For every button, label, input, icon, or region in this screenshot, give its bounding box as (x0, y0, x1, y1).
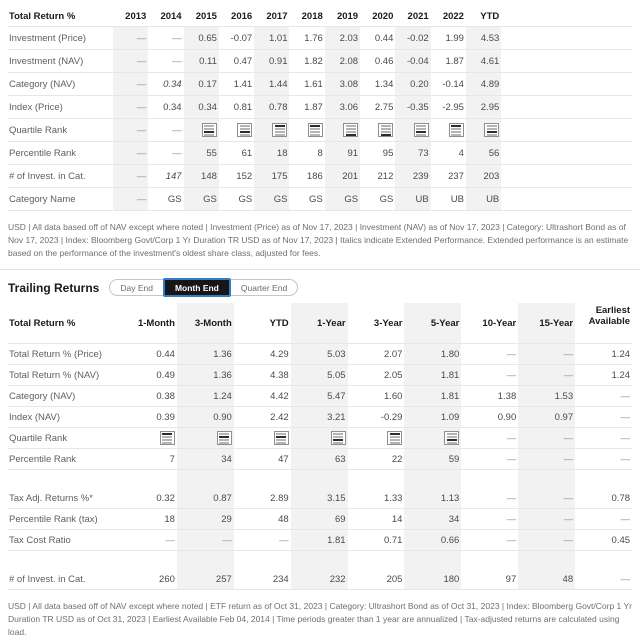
cell: 152 (236, 170, 253, 182)
cell: 1.24 (177, 386, 234, 406)
quartile-rank-icon (444, 431, 459, 445)
cell: 0.47 (233, 55, 253, 67)
cell: -0.14 (442, 78, 464, 90)
quartile-rank-icon (202, 123, 217, 137)
cell: 0.11 (184, 50, 219, 72)
annual-returns-table (8, 6, 632, 211)
cell: -0.07 (230, 32, 253, 44)
cell: — (620, 432, 631, 444)
cell: 0.90 (497, 411, 517, 423)
cell: 34 (404, 509, 461, 529)
cell: UB (395, 188, 430, 210)
cell: 1.60 (383, 390, 403, 402)
row-label: Tax Cost Ratio (9, 534, 71, 546)
cell: GS (325, 188, 360, 210)
cell: GS (309, 193, 323, 205)
cell: 0.34 (163, 101, 182, 113)
column-header: YTD (480, 10, 500, 22)
cell: 175 (254, 165, 289, 187)
cell: 34 (177, 449, 234, 469)
table-row (8, 119, 632, 142)
cell: — (620, 390, 631, 402)
cell: 4.42 (270, 390, 289, 402)
cell: 0.46 (374, 55, 394, 67)
cell: 5.05 (291, 365, 348, 385)
cell: — (518, 488, 575, 508)
period-end-toggle (109, 279, 298, 296)
cell: -0.29 (380, 411, 403, 423)
cell: 1.01 (254, 27, 289, 49)
cell (184, 119, 219, 141)
cell: UB (466, 188, 501, 210)
cell: — (113, 188, 148, 210)
row-label: Category (NAV) (9, 390, 76, 402)
cell: 5.47 (291, 386, 348, 406)
cell: 1.80 (404, 344, 461, 364)
column-header: 2013 (125, 10, 147, 22)
column-header: 2018 (301, 10, 323, 22)
cell: 2.75 (374, 101, 394, 113)
toggle-quarter-end[interactable]: Quarter End (231, 279, 297, 296)
cell: — (518, 449, 575, 469)
cell: 69 (291, 509, 348, 529)
cell: 61 (241, 147, 253, 159)
row-label: Percentile Rank (9, 453, 77, 465)
cell: — (518, 365, 575, 385)
cell: 260 (159, 573, 175, 585)
annual-returns-section (8, 6, 632, 259)
table-row (8, 50, 632, 73)
cell: 0.49 (156, 369, 175, 381)
row-label: # of Invest. in Cat. (9, 170, 86, 182)
cell: 0.44 (374, 32, 394, 44)
cell: 7 (169, 453, 175, 465)
cell: 0.78 (254, 96, 289, 118)
cell: — (172, 32, 182, 44)
quartile-rank-icon (387, 431, 402, 445)
row-label: Quartile Rank (9, 432, 68, 444)
trailing-returns-section (8, 279, 632, 638)
row-label: Investment (NAV) (9, 55, 84, 67)
cell: 63 (291, 449, 348, 469)
cell: — (172, 124, 182, 136)
spacer-row (8, 551, 632, 569)
quartile-rank-icon (331, 431, 346, 445)
cell: 2.07 (383, 348, 403, 360)
cell: 3.06 (325, 96, 360, 118)
cell: 1.33 (383, 492, 403, 504)
cell (431, 119, 466, 141)
cell: 1.53 (518, 386, 575, 406)
cell: 97 (505, 573, 517, 585)
cell: — (518, 509, 575, 529)
cell (177, 428, 234, 448)
cell: 47 (278, 453, 289, 465)
cell: — (113, 96, 148, 118)
row-label: Tax Adj. Returns %* (9, 492, 93, 504)
cell: -0.02 (395, 27, 430, 49)
cell: 2.05 (383, 369, 403, 381)
toggle-day-end[interactable]: Day End (110, 279, 163, 296)
cell: 239 (395, 165, 430, 187)
cell (466, 119, 501, 141)
cell: — (172, 147, 182, 159)
row-label: Total Return % (NAV) (9, 369, 100, 381)
spacer-row (8, 470, 632, 488)
cell: 4.53 (466, 27, 501, 49)
column-header: 2015 (195, 10, 217, 22)
table-row (8, 344, 632, 365)
cell: 1.36 (177, 365, 234, 385)
cell: 2.89 (270, 492, 289, 504)
cell: — (518, 428, 575, 448)
cell: GS (379, 193, 394, 205)
cell: — (506, 534, 517, 546)
cell: — (506, 492, 517, 504)
column-header: 5-Year (404, 303, 461, 343)
row-label: Quartile Rank (9, 124, 68, 136)
cell: — (172, 55, 182, 67)
cell (348, 428, 405, 448)
cell: 0.38 (156, 390, 175, 402)
row-label: Total Return % (Price) (9, 348, 102, 360)
cell: 0.87 (177, 488, 234, 508)
quartile-rank-icon (237, 123, 252, 137)
table-row (8, 27, 632, 50)
cell: 59 (404, 449, 461, 469)
row-label: Index (Price) (9, 101, 63, 113)
row-label: Percentile Rank (tax) (9, 513, 98, 525)
column-header: 2019 (336, 10, 359, 22)
cell: 1.81 (291, 530, 348, 550)
cell: 0.32 (156, 492, 175, 504)
cell: -0.35 (395, 96, 430, 118)
cell: 0.97 (518, 407, 575, 427)
cell: 1.82 (304, 55, 323, 67)
cell: 1.87 (304, 101, 323, 113)
cell: — (506, 369, 517, 381)
cell: 257 (177, 569, 234, 589)
cell: 48 (518, 569, 575, 589)
cell: 0.91 (254, 50, 289, 72)
cell (325, 119, 360, 141)
cell: 95 (382, 147, 394, 159)
cell (234, 428, 291, 448)
toggle-month-end[interactable]: Month End (163, 278, 231, 297)
trailing-returns-header (8, 279, 632, 296)
table-row (8, 509, 632, 530)
cell: 18 (164, 513, 175, 525)
cell: 1.41 (233, 78, 253, 90)
cell: 0.17 (184, 73, 219, 95)
table-row (8, 530, 632, 551)
cell: 1.87 (445, 55, 464, 67)
cell: 91 (325, 142, 360, 164)
column-header: 3-Month (177, 303, 234, 343)
cell: — (506, 453, 517, 465)
quartile-rank-icon (343, 123, 358, 137)
cell: GS (167, 193, 182, 205)
cell: 0.34 (184, 96, 219, 118)
table-title: Total Return % (9, 317, 76, 329)
cell: 4.38 (270, 369, 289, 381)
cell: — (113, 73, 148, 95)
cell: 1.81 (404, 386, 461, 406)
trailing-footnote: USD | All data based off of NAV except where noted | ETF return as of Oct 31, 2023 | Category: Ultrashort Bond as of Oct 31, 2023 | Index: Bloomberg Govt/Corp 1 Yr Duration TR USD as of Oct 31, 2023 | Earliest Available Feb 04, 2014 | Time periods greater than 1 year are annualized | Tax-adjusted returns are calculated using load. (8, 601, 632, 637)
cell: 73 (395, 142, 430, 164)
row-label: Category (NAV) (9, 78, 76, 90)
table-row (8, 407, 632, 428)
cell: 237 (448, 170, 464, 182)
cell: 212 (377, 170, 394, 182)
cell: 0.90 (177, 407, 234, 427)
cell: 1.09 (404, 407, 461, 427)
cell: 4.29 (270, 348, 289, 360)
table-row (8, 449, 632, 470)
cell: — (113, 165, 148, 187)
cell: — (165, 534, 175, 546)
trailing-returns-title: Trailing Returns (8, 280, 100, 295)
cell: 55 (184, 142, 219, 164)
cell: 0.39 (156, 411, 175, 423)
column-header: Earliest Available (588, 305, 631, 328)
column-header: 2021 (407, 10, 429, 22)
cell: 1.99 (445, 32, 464, 44)
table-row (8, 188, 632, 211)
quartile-rank-icon (414, 123, 429, 137)
cell: 2.08 (325, 50, 360, 72)
trailing-returns-table (8, 303, 632, 590)
cell: 0.78 (611, 492, 631, 504)
cell: 18 (254, 142, 289, 164)
cell: — (506, 432, 517, 444)
column-header: 15-Year (518, 303, 575, 343)
cell: 2.95 (466, 96, 501, 118)
column-header: 2014 (160, 10, 182, 22)
cell: 186 (306, 170, 323, 182)
quartile-rank-icon (449, 123, 464, 137)
cell (254, 119, 289, 141)
cell (404, 428, 461, 448)
cell: — (506, 348, 517, 360)
cell: GS (238, 193, 253, 205)
cell: 1.76 (304, 32, 323, 44)
cell: 22 (391, 453, 403, 465)
quartile-rank-icon (308, 123, 323, 137)
cell: 147 (165, 170, 182, 182)
row-label: # of Invest. in Cat. (9, 573, 86, 585)
cell: 1.24 (611, 348, 631, 360)
cell: 1.13 (404, 488, 461, 508)
table-row (8, 96, 632, 119)
cell: 3.15 (291, 488, 348, 508)
row-label: Percentile Rank (9, 147, 77, 159)
cell: — (620, 453, 631, 465)
table-row (8, 142, 632, 165)
cell: 4.61 (466, 50, 501, 72)
cell: 3.08 (325, 73, 360, 95)
table-title: Total Return % (9, 10, 76, 22)
cell: 1.24 (611, 369, 631, 381)
cell: 1.34 (374, 78, 394, 90)
cell (120, 428, 177, 448)
quartile-rank-icon (378, 123, 393, 137)
column-header: 10-Year (482, 317, 517, 329)
table-row (8, 73, 632, 96)
column-header: YTD (269, 317, 289, 329)
cell (289, 119, 324, 141)
column-header: 2016 (231, 10, 253, 22)
cell: -0.04 (395, 50, 430, 72)
quartile-rank-icon (484, 123, 499, 137)
cell: — (518, 344, 575, 364)
cell: GS (254, 188, 289, 210)
column-header: 1-Year (291, 303, 348, 343)
cell (291, 428, 348, 448)
cell: 0.71 (383, 534, 403, 546)
cell: 1.38 (497, 390, 517, 402)
table-header-row (8, 6, 632, 27)
column-header: 1-Month (137, 317, 175, 329)
table-row (8, 569, 632, 590)
cell: 201 (325, 165, 360, 187)
quartile-rank-icon (272, 123, 287, 137)
row-label: Index (NAV) (9, 411, 61, 423)
cell: 232 (291, 569, 348, 589)
cell (360, 119, 395, 141)
table-row (8, 488, 632, 509)
cell: 0.65 (184, 27, 219, 49)
cell: 205 (386, 573, 403, 585)
column-header: 2020 (372, 10, 394, 22)
cell: 0.66 (404, 530, 461, 550)
cell: 5.03 (291, 344, 348, 364)
cell: 8 (317, 147, 323, 159)
cell: 203 (466, 165, 501, 187)
column-header: 3-Year (373, 317, 403, 329)
cell: 0.34 (163, 78, 182, 90)
cell: 0.45 (611, 534, 631, 546)
table-header-row (8, 303, 632, 344)
cell: 1.44 (254, 73, 289, 95)
cell: 29 (177, 509, 234, 529)
cell: — (113, 27, 148, 49)
cell: — (113, 119, 148, 141)
row-label: Category Name (9, 193, 76, 205)
cell (219, 119, 254, 141)
cell: 48 (278, 513, 289, 525)
cell: 56 (466, 142, 501, 164)
cell: 4 (458, 147, 464, 159)
cell: 148 (184, 165, 219, 187)
row-label: Investment (Price) (9, 32, 87, 44)
cell: 2.03 (325, 27, 360, 49)
quartile-rank-icon (160, 431, 175, 445)
cell: — (620, 411, 631, 423)
table-row (8, 165, 632, 188)
annual-footnote: USD | All data based off of NAV except where noted | Investment (Price) as of Nov 17, 2023 | Investment (NAV) as of Nov 17, 2023 | Category: Ultrashort Bond as of Nov 17, 2023 | Index: Bloomberg Govt/Corp 1 Yr Duration TR USD as of Nov 17, 2023 | Italics indicate Extended Performance. Extended performance is an estimate based on the performance of the investment's oldest share class, adjusted for fees. (8, 222, 629, 258)
cell: — (620, 573, 631, 585)
cell: 1.81 (404, 365, 461, 385)
cell: 1.61 (304, 78, 323, 90)
cell: — (279, 534, 289, 546)
cell: 14 (391, 513, 403, 525)
cell: — (518, 530, 575, 550)
cell: 0.81 (233, 101, 253, 113)
table-row (8, 386, 632, 407)
cell: 1.36 (177, 344, 234, 364)
cell: 0.20 (395, 73, 430, 95)
table-row (8, 365, 632, 386)
cell: UB (450, 193, 464, 205)
table-row (8, 428, 632, 449)
column-header: 2022 (442, 10, 464, 22)
section-divider (0, 269, 640, 270)
quartile-rank-icon (217, 431, 232, 445)
cell: — (113, 142, 148, 164)
cell: — (506, 513, 517, 525)
quartile-rank-icon (274, 431, 289, 445)
cell: — (177, 530, 234, 550)
cell (395, 119, 430, 141)
cell: -2.95 (442, 101, 464, 113)
cell: 180 (404, 569, 461, 589)
cell: — (113, 50, 148, 72)
cell: 4.89 (466, 73, 501, 95)
cell: 0.44 (156, 348, 175, 360)
cell: — (620, 513, 631, 525)
cell: 2.42 (270, 411, 289, 423)
column-header: 2017 (266, 10, 288, 22)
cell: 3.21 (291, 407, 348, 427)
cell: GS (184, 188, 219, 210)
cell: 234 (272, 573, 289, 585)
